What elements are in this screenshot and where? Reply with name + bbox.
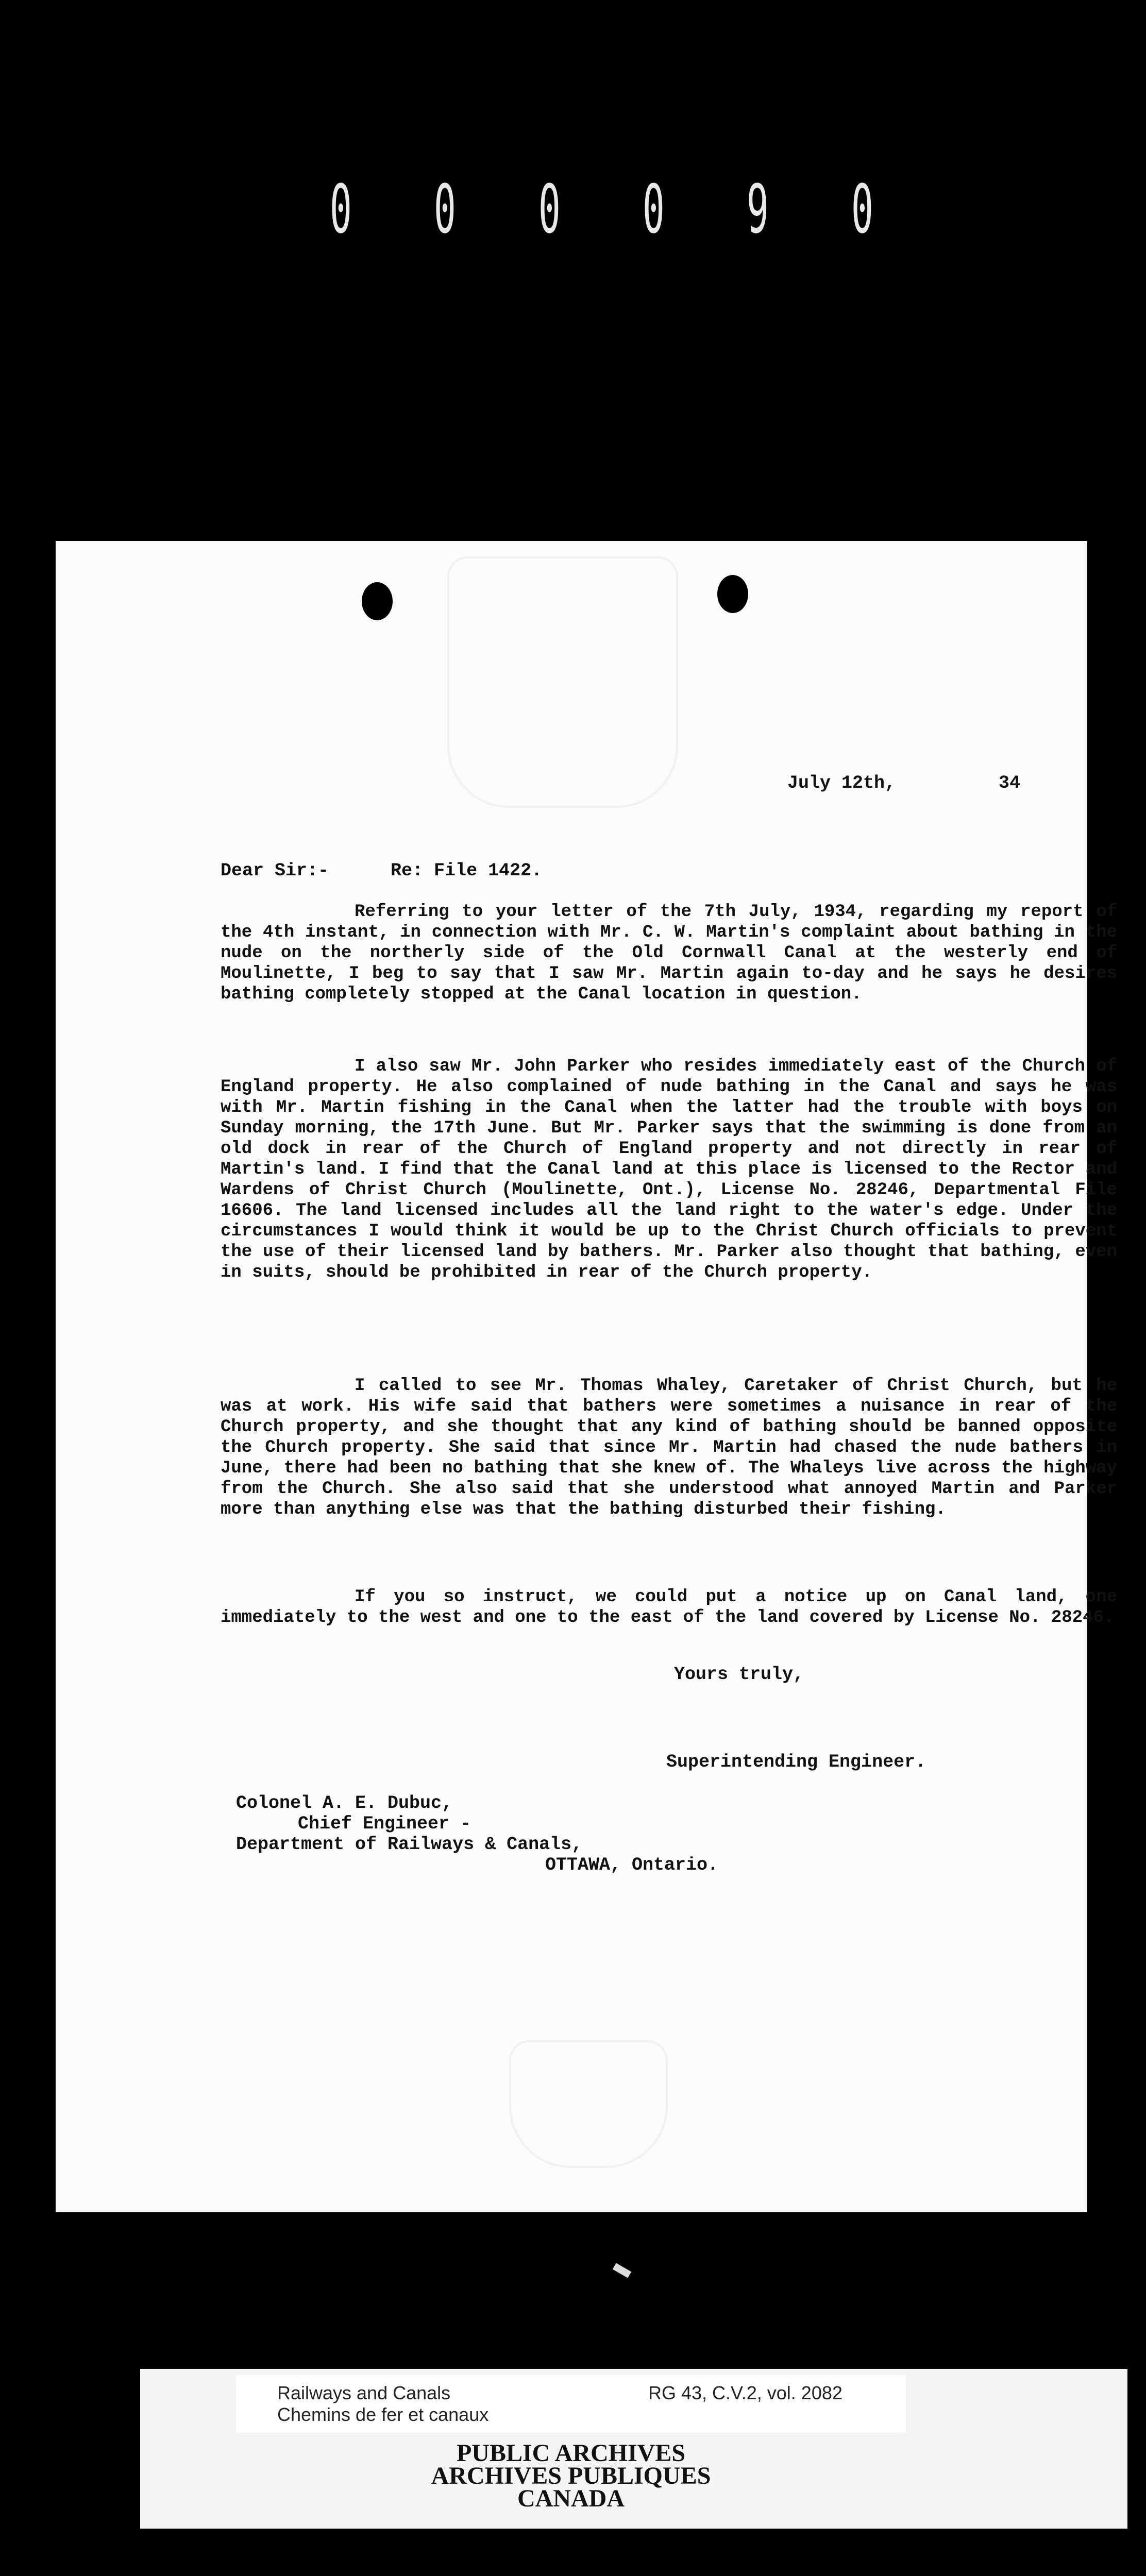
body-paragraph [221, 1587, 1117, 1628]
date-year: 34 [999, 773, 1021, 793]
addressee-name: Colonel A. E. Dubuc, [236, 1793, 453, 1814]
collection-french: Chemins de fer et canaux [277, 2404, 489, 2425]
watermark-crest [509, 2040, 668, 2168]
salutation: Dear Sir:- [221, 860, 329, 881]
closing: Yours truly, [674, 1664, 804, 1685]
watermark-crest [447, 556, 678, 808]
date-text: July 12th, [787, 773, 896, 793]
archive-label-header [236, 2375, 906, 2433]
frame-digit: 0 [851, 170, 877, 248]
addressee-title: Chief Engineer - [298, 1814, 471, 1834]
frame-number [319, 170, 886, 248]
paragraph-text: If you so instruct, we could put a notice up on Canal land, one immediately to the west and one to the east of the land covered by License No. 28246. [221, 1587, 1117, 1628]
body-paragraph [221, 902, 1117, 1005]
addressee-city: OTTAWA, Ontario. [545, 1855, 719, 1875]
signature-title: Superintending Engineer. [666, 1752, 926, 1772]
paragraph-text: I also saw Mr. John Parker who resides immediately east of the Church of England property. He also complained of nude bathing in the Canal and says he was with Mr. Martin fishing in the Canal when the latter had the trouble with boys on Sunday morning, the 17th June. But Mr. Parker says that the swimming is done from an old dock in rear of the Church of England property and not directly in rear of Martin's land. I find that the Canal land at this place is licensed to the Rector and Wardens of Christ Church (Moulinette, Ont.), License No. 28246, Departmental File 16606. The land licensed includes all the land right to the water's edge. Under the circumstances I would think it would be up to the Christ Church officials to prevent the use of their licensed land by bathers. Mr. Parker also thought that bathing, even in suits, should be prohibited in rear of the Church property. [221, 1057, 1117, 1282]
collection-english: Railways and Canals [277, 2382, 451, 2403]
archive-title [236, 2439, 906, 2512]
frame-digit: 0 [329, 170, 355, 248]
frame-digit: 0 [538, 170, 564, 248]
letter-page [56, 541, 1117, 2212]
punch-hole [717, 575, 748, 613]
archive-reference: RG 43, C.V.2, vol. 2082 [648, 2382, 842, 2403]
addressee-department: Department of Railways & Canals, [236, 1834, 583, 1855]
paragraph-text: Referring to your letter of the 7th July, 1934, regarding my report of the 4th instant, in connection with Mr. C. W. Martin's complaint about bathing in the nude on the northerly side of the Old Cornwall Canal at the westerly end of Moulinette, I beg to say that I saw Mr. Martin again to-day and he says he desires bathing completely stopped at the Canal location in question. [221, 902, 1117, 1004]
archive-title-french: ARCHIVES PUBLIQUES [431, 2462, 711, 2489]
archive-title-english: PUBLIC ARCHIVES [456, 2439, 686, 2467]
body-paragraph [221, 1056, 1117, 1283]
letter-date [787, 773, 1020, 793]
frame-digit: 9 [747, 170, 772, 248]
paragraph-text: I called to see Mr. Thomas Whaley, Caretaker of Christ Church, but he was at work. His wife said that bathers were sometimes a nuisance in rear of the Church property, and she thought that any kind of bathing should be banned opposite the Church property. She said that since Mr. Martin had chased the nude bathers in June, there had been no bathing that she knew of. The Whaleys live across the highway from the Church. She also said that she understood what annoyed Martin and Parker more than anything else was that the bathing disturbed their fishing. [221, 1376, 1117, 1519]
frame-digit: 0 [434, 170, 459, 248]
film-mark [613, 2263, 631, 2278]
archive-title-country: CANADA [517, 2485, 625, 2512]
body-paragraph [221, 1376, 1117, 1520]
frame-digit: 0 [642, 170, 668, 248]
file-reference: Re: File 1422. [391, 860, 543, 881]
salutation-line [221, 860, 542, 881]
addressee-block [236, 1793, 718, 1875]
punch-hole [362, 582, 393, 620]
